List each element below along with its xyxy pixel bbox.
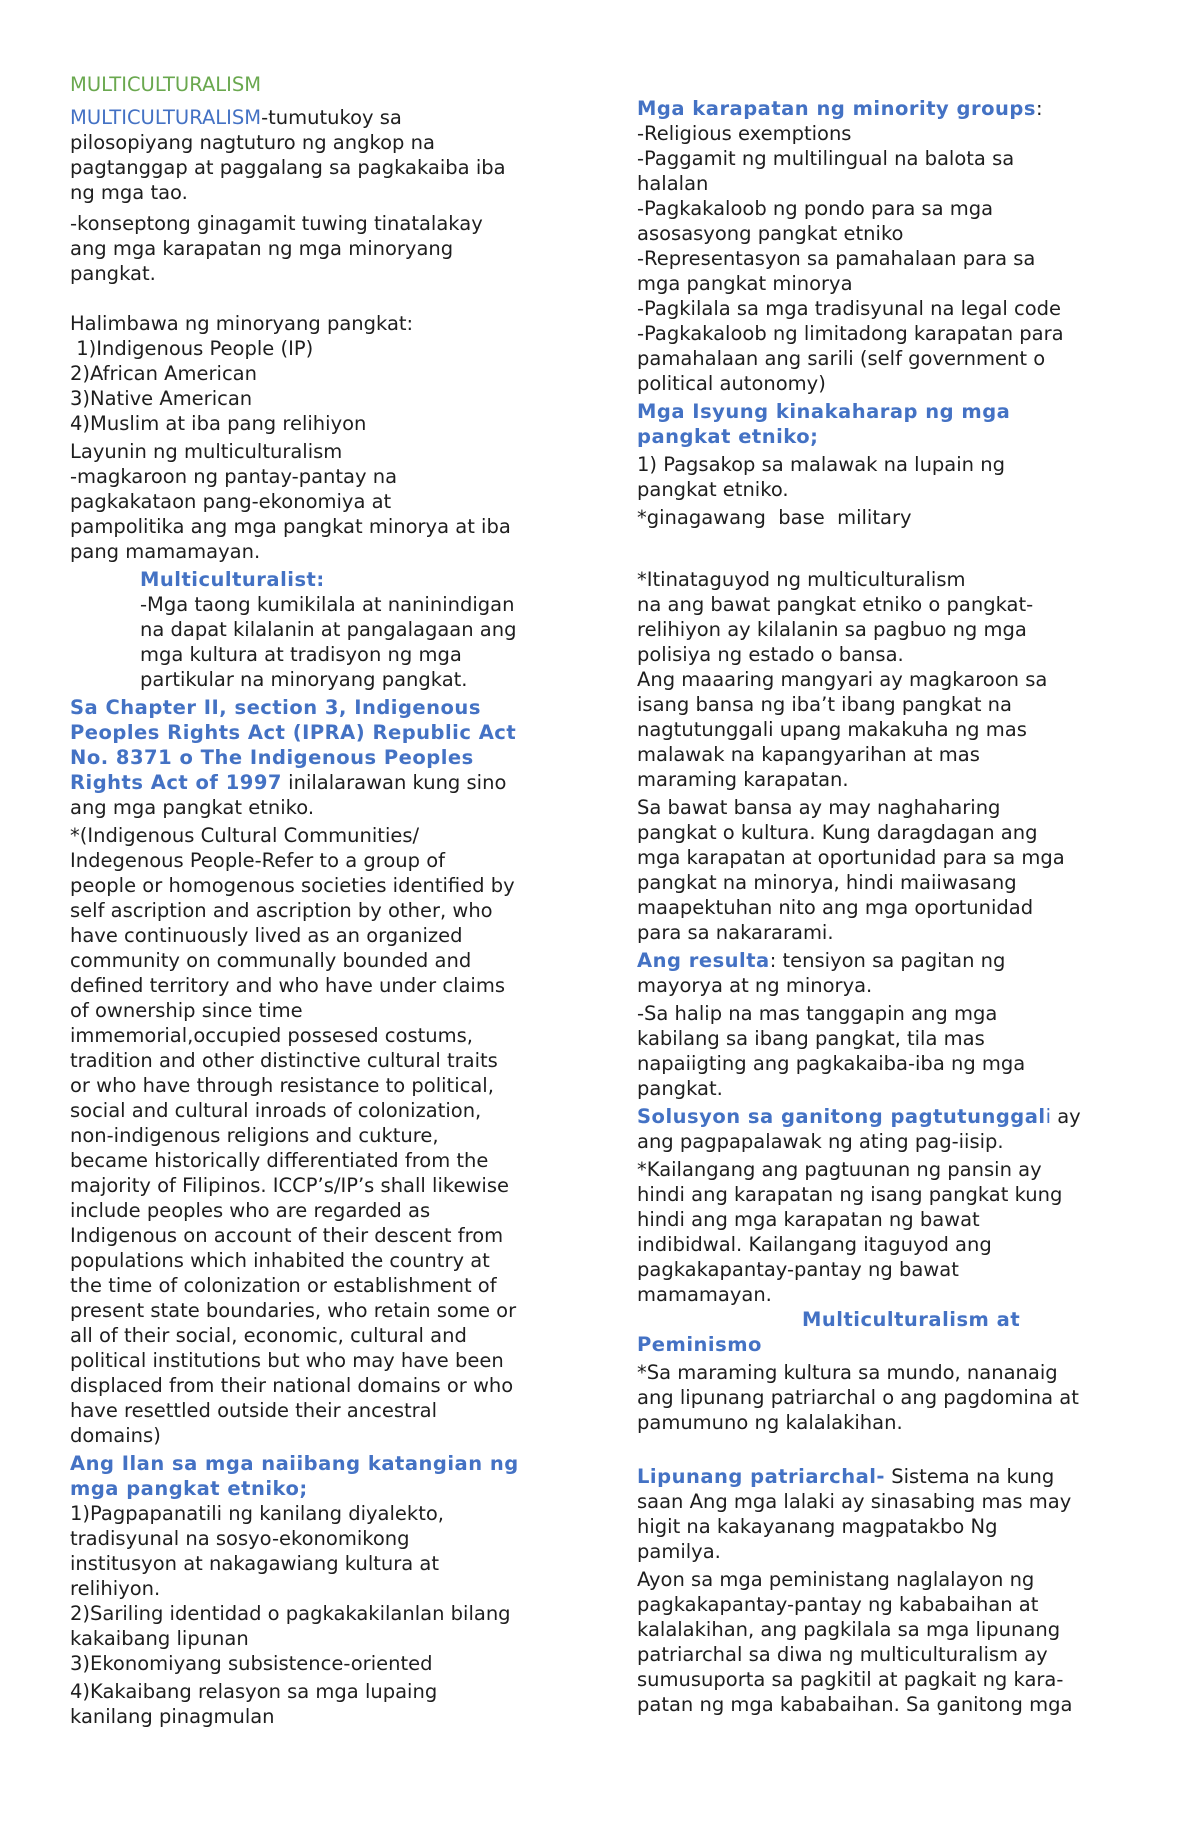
concept-line: -konseptong ginagamit tuwing tinatalakay <box>70 212 483 235</box>
rights-item: -Religious exemptions <box>637 122 852 145</box>
traits-section <box>70 1451 570 1729</box>
instead-line: pangkat. <box>637 1077 723 1100</box>
icc-line: political institutions but who may have been <box>70 1349 504 1372</box>
feminist-line: Ayon sa mga peministang naglalayon ng <box>637 1568 1035 1591</box>
section-heading-line: Peminismo <box>637 1333 762 1356</box>
promote-line: relihiyon ay kilalanin sa pagbuo ng mga <box>637 618 1027 641</box>
patriarchal-line: pamilya. <box>637 1540 721 1563</box>
rights-section <box>637 96 1137 396</box>
example-item: 3)Native American <box>70 387 253 410</box>
icc-line: majority of Filipinos. ICCP’s/IP’s shall likewise <box>70 1174 509 1197</box>
need-line: hindi ang mga karapatan ng bawat <box>637 1208 980 1231</box>
icc-line: domains) <box>70 1424 161 1447</box>
ruling-line: pangkat na minorya, hindi maiiwasang <box>637 871 1017 894</box>
icc-line: Indegenous People-Refer to a group of <box>70 849 445 872</box>
goal-line: -magkaroon ng pantay-pantay na <box>70 465 398 488</box>
promote-line: malawak na kapangyarihan at mas <box>637 743 980 766</box>
icc-line: displaced from their national domains or who <box>70 1374 514 1397</box>
ruling-line: maapektuhan nito ang mga oportunidad <box>637 896 1034 919</box>
goal-line: pampolitika ang mga pangkat minorya at iba <box>70 515 511 538</box>
goal-paragraph <box>70 439 570 564</box>
examples-title: Halimbawa ng minoryang pangkat: <box>70 312 414 335</box>
promote-line: isang bansa ng iba’t ibang pangkat na <box>637 693 1012 716</box>
rights-item: -Paggamit ng multilingual na balota sa <box>637 147 1015 170</box>
ipra-tail: inilalarawan kung sino <box>281 771 507 794</box>
icc-line: immemorial,occupied possesed costums, <box>70 1024 473 1047</box>
ipra-paragraph <box>70 695 570 820</box>
rights-item: -Pagkilala sa mga tradisyunal na legal code <box>637 297 1062 320</box>
definition-term: MULTICULTURALISM <box>70 106 262 129</box>
instead-paragraph <box>637 1001 1137 1101</box>
multiculturalist-heading: Multiculturalist: <box>140 568 325 591</box>
icc-line: all of their social, economic, cultural and <box>70 1324 467 1347</box>
multiculturalism-peminismo-heading <box>637 1307 1137 1357</box>
promote-line: *Itinataguyod ng multiculturalism <box>637 568 966 591</box>
example-item: 4)Muslim at iba pang relihiyon <box>70 412 367 435</box>
concept-line: ang mga karapatan ng mga minoryang <box>70 237 454 260</box>
result-term: Ang resulta <box>637 949 770 972</box>
icc-line: people or homogenous societies identified by <box>70 874 515 897</box>
instead-line: kabilang sa ibang pangkat, tila mas <box>637 1027 985 1050</box>
right-column <box>637 0 1137 1717</box>
promote-line: nagtutunggali upang makakuha ng mas <box>637 718 1027 741</box>
icc-line: the time of colonization or establishment of <box>70 1274 497 1297</box>
definition-line: pagtanggap at paggalang sa pagkakaiba iba <box>70 156 506 179</box>
icc-line: populations which inhabited the country at <box>70 1249 490 1272</box>
icc-definition <box>70 823 570 1448</box>
icc-line: Indigenous on account of their descent from <box>70 1224 504 1247</box>
instead-line: -Sa halip na mas tanggapin ang mga <box>637 1002 998 1025</box>
trait-line: 1)Pagpapanatili ng kanilang diyalekto, <box>70 1502 444 1525</box>
multiculturalist-line: mga kultura at tradisyon ng mga <box>140 643 462 666</box>
patriarchal-line: higit na kakayanang magpatakbo Ng <box>637 1515 998 1538</box>
goal-line: pang mamamayan. <box>70 540 261 563</box>
solution-paragraph <box>637 1104 1137 1154</box>
icc-line: self ascription and ascription by other, who <box>70 899 493 922</box>
trait-line: 3)Ekonomiyang subsistence-oriented <box>70 1652 433 1675</box>
definition-line: -tumutukoy sa <box>261 106 402 129</box>
spacer <box>637 533 1137 567</box>
instead-line: napaiigting ang pagkakaiba-iba ng mga <box>637 1052 1026 1075</box>
ruling-line: mga karapatan at oportunidad para sa mga <box>637 846 1065 869</box>
ipra-heading-line: No. 8371 o The Indigenous Peoples <box>70 746 474 769</box>
goal-line: Layunin ng multiculturalism <box>70 440 343 463</box>
definition-line: pilosopiyang nagtuturo ng angkop na <box>70 131 435 154</box>
icc-line: *(Indigenous Cultural Communities/ <box>70 824 420 847</box>
result-paragraph <box>637 948 1137 998</box>
feminist-line: kalalakihan, ang pagkilala sa mga lipunang <box>637 1618 1061 1641</box>
rights-item: pamahalaan ang sarili (self government o <box>637 347 1046 370</box>
concept-line: pangkat. <box>70 262 156 285</box>
patriarchal-term: Lipunang patriarchal- <box>637 1465 886 1488</box>
rights-item: halalan <box>637 172 709 195</box>
rights-item: -Pagkakaloob ng limitadong karapatan para <box>637 322 1064 345</box>
ruling-line: Sa bawat bansa ay may naghaharing <box>637 796 1001 819</box>
promote-line: polisiya ng estado o bansa. <box>637 643 904 666</box>
ipra-heading-line: Sa Chapter II, section 3, Indigenous <box>70 696 481 719</box>
icc-line: include peoples who are regarded as <box>70 1199 431 1222</box>
icc-line: have resettled outside their ancestral <box>70 1399 438 1422</box>
traits-heading-line: Ang Ilan sa mga naiibang katangian ng <box>70 1452 519 1475</box>
promote-paragraph <box>637 567 1137 792</box>
solution-term: Solusyon sa ganitong pagtutunggal <box>637 1105 1046 1128</box>
concept-paragraph <box>70 211 570 286</box>
promote-line: Ang maaaring mangyari ay magkaroon sa <box>637 668 1048 691</box>
icc-line: present state boundaries, who retain some or <box>70 1299 517 1322</box>
issues-section <box>637 399 1137 530</box>
promote-line: maraming karapatan. <box>637 768 849 791</box>
examples-list <box>70 311 570 436</box>
ipra-heading-line: Rights Act of 1997 <box>70 771 282 794</box>
patriarchal-line: saan Ang mga lalaki ay sinasabing mas may <box>637 1490 1072 1513</box>
solution-term-end: i <box>1045 1105 1052 1128</box>
ruling-line: pangkat o kultura. Kung daragdagan ang <box>637 821 1038 844</box>
trait-line: 2)Sariling identidad o pagkakakilanlan bilang <box>70 1602 511 1625</box>
icc-line: tradition and other distinctive cultural traits <box>70 1049 498 1072</box>
ipra-heading-line: Peoples Rights Act (IPRA) Republic Act <box>70 721 517 744</box>
goal-line: pagkakataon pang-ekonomiya at <box>70 490 392 513</box>
rights-colon: : <box>1035 97 1043 120</box>
spacer <box>637 1435 1137 1464</box>
definition-line: ng mga tao. <box>70 181 188 204</box>
icc-line: of ownership since time <box>70 999 303 1022</box>
example-item: 2)African American <box>70 362 257 385</box>
multiculturalist-line: na dapat kilalanin at pangalagaan ang <box>140 618 517 641</box>
culture-paragraph <box>637 1360 1137 1435</box>
icc-line: or who have through resistance to political, <box>70 1074 494 1097</box>
solution-line: ang pagpapalawak ng ating pag-iisip. <box>637 1130 1004 1153</box>
ruling-paragraph <box>637 795 1137 945</box>
feminist-paragraph <box>637 1567 1137 1717</box>
need-line: *Kailangang ang pagtuunan ng pansin ay <box>637 1158 1042 1181</box>
icc-line: defined territory and who have under claims <box>70 974 506 997</box>
promote-line: na ang bawat pangkat etniko o pangkat- <box>637 593 1034 616</box>
issue-note: *ginagawang base military <box>637 506 912 529</box>
result-tail: : tensiyon sa pagitan ng <box>769 949 1006 972</box>
ipra-tail-line: ang mga pangkat etniko. <box>70 796 315 819</box>
ruling-line: para sa nakararami. <box>637 921 834 944</box>
multiculturalist-line: -Mga taong kumikilala at naninindigan <box>140 593 515 616</box>
multiculturalist-block <box>70 567 570 692</box>
need-line: indibidwal. Kailangang itaguyod ang <box>637 1233 992 1256</box>
result-line: mayorya at ng minorya. <box>637 974 873 997</box>
rights-heading: Mga karapatan ng minority groups <box>637 97 1036 120</box>
trait-line: 4)Kakaibang relasyon sa mga lupaing <box>70 1680 438 1703</box>
left-column <box>70 0 570 1729</box>
issue-line: 1) Pagsakop sa malawak na lupain ng <box>637 453 1005 476</box>
rights-item: political autonomy) <box>637 372 826 395</box>
issues-heading-line: Mga Isyung kinakaharap ng mga <box>637 400 1011 423</box>
issues-heading-line: pangkat etniko; <box>637 425 819 448</box>
traits-heading-line: mga pangkat etniko; <box>70 1477 308 1500</box>
trait-line: tradisyunal na sosyo-ekonomikong <box>70 1527 410 1550</box>
need-line: hindi ang karapatan ng isang pangkat kung <box>637 1183 1063 1206</box>
patriarchal-tail: Sistema na kung <box>885 1465 1055 1488</box>
rights-item: mga pangkat minorya <box>637 272 853 295</box>
need-paragraph <box>637 1157 1137 1307</box>
icc-line: social and cultural inroads of colonization, <box>70 1099 482 1122</box>
rights-item: -Pagkakaloob ng pondo para sa mga <box>637 197 994 220</box>
trait-line: kanilang pinagmulan <box>70 1705 275 1728</box>
solution-tail: ay <box>1051 1105 1081 1128</box>
icc-line: became historically differentiated from the <box>70 1149 489 1172</box>
page-title: MULTICULTURALISM <box>70 73 262 96</box>
icc-line: community on communally bounded and <box>70 949 472 972</box>
culture-line: pamumuno ng kalalakihan. <box>637 1411 903 1434</box>
example-item: 1)Indigenous People (IP) <box>70 337 314 360</box>
issue-line: pangkat etniko. <box>637 478 789 501</box>
patriarchal-paragraph <box>637 1464 1137 1564</box>
spacer <box>70 286 570 311</box>
trait-line: kakaibang lipunan <box>70 1627 249 1650</box>
feminist-line: patriarchal sa diwa ng multiculturalism ay <box>637 1643 1048 1666</box>
trait-line: institusyon at nakagawiang kultura at <box>70 1552 440 1575</box>
rights-item: -Representasyon sa pamahalaan para sa <box>637 247 1036 270</box>
need-line: mamamayan. <box>637 1283 772 1306</box>
definition-paragraph <box>70 105 570 205</box>
trait-line: relihiyon. <box>70 1577 161 1600</box>
feminist-line: patan ng mga kababaihan. Sa ganitong mga <box>637 1693 1073 1716</box>
culture-line: ang lipunang patriarchal o ang pagdomina at <box>637 1386 1079 1409</box>
rights-item: asosasyong pangkat etniko <box>637 222 904 245</box>
feminist-line: pagkakapantay-pantay ng kababaihan at <box>637 1593 1039 1616</box>
need-line: pagkakapantay-pantay ng bawat <box>637 1258 959 1281</box>
section-heading-line: Multiculturalism at <box>802 1308 1021 1331</box>
feminist-line: sumusuporta sa pagkitil at pagkait ng kara- <box>637 1668 1064 1691</box>
icc-line: have continuously lived as an organized <box>70 924 463 947</box>
multiculturalist-line: partikular na minoryang pangkat. <box>140 668 468 691</box>
culture-line: *Sa maraming kultura sa mundo, nananaig <box>637 1361 1058 1384</box>
icc-line: non-indigenous religions and cukture, <box>70 1124 439 1147</box>
